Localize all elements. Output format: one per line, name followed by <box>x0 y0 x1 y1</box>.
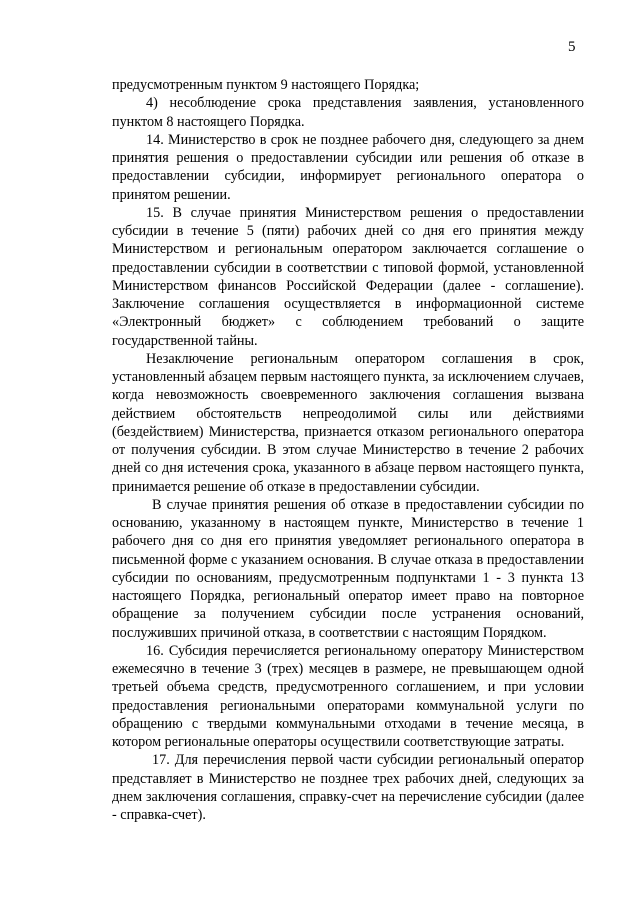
paragraph-1: предусмотренным пунктом 9 настоящего Порядка; <box>112 77 420 93</box>
paragraph-2: 4) несоблюдение срока представления заявления, установленного пунктом 8 настоящего Порядка. <box>112 95 584 130</box>
paragraph-5: Незаключение региональным оператором соглашения в срок, установленный абзацем первым настоящего пункта, за исключением случаев, когда невозможность своевременного заключения соглашения вызвана действием обстоятельств непреодолимой силы или действиями (бездействием) Министерства, признается отказом регионального оператора от получения субсидии. В этом случае Министерство в течение 2 рабочих дней со дня истечения срока, указанного в абзаце первом настоящего пункта, принимается решение об отказе в предоставлении субсидии. <box>112 350 584 495</box>
paragraph-8: 17. Для перечисления первой части субсидии региональный оператор представляет в Министерство не позднее трех рабочих дней, следующих за днем заключения соглашения, справку-счет на перечисление субсидии (далее - справка-счет). <box>112 752 584 823</box>
page-number: 5 <box>568 39 576 55</box>
paragraph-7: 16. Субсидия перечисляется региональному оператору Министерством ежемесячно в течение 3 (трех) месяцев в размере, не превышающем одной третьей объема средств, предусмотренного соглашением, и при условии предоставления региональными операторами коммунальной услуги по обращению с твердыми коммунальными отходами в течение месяца, в котором региональные операторы осуществили соответствующие затраты. <box>112 642 584 750</box>
document-body <box>112 76 584 824</box>
paragraph-6: В случае принятия решения об отказе в предоставлении субсидии по основанию, указанному в настоящем пункте, Министерство в течение 1 рабочего дня со дня его принятия уведомляет регионального оператора в письменной форме с указанием основания. В случае отказа в предоставлении субсидии по основаниям, предусмотренным подпунктами 1 - 3 пункта 13 настоящего Порядка, региональный оператор имеет право на повторное обращение за получением субсидии после устранения оснований, послуживших причиной отказа, в соответствии с настоящим Порядком. <box>112 496 584 641</box>
paragraph-3: 14. Министерство в срок не позднее рабочего дня, следующего за днем принятия решения о предоставлении субсидии или решения об отказе в предоставлении субсидии, информирует регионального оператора о принятом решении. <box>112 131 584 203</box>
paragraph-4: 15. В случае принятия Министерством решения о предоставлении субсидии в течение 5 (пяти) рабочих дней со дня его принятия между Министерством и региональным оператором заключается соглашение о предоставлении субсидии в соответствии с типовой формой, установленной Министерством финансов Российской Федерации (далее - соглашение). Заключение соглашения осуществляется в информационной системе «Электронный бюджет» с соблюдением требований о защите государственной тайны. <box>112 204 584 349</box>
